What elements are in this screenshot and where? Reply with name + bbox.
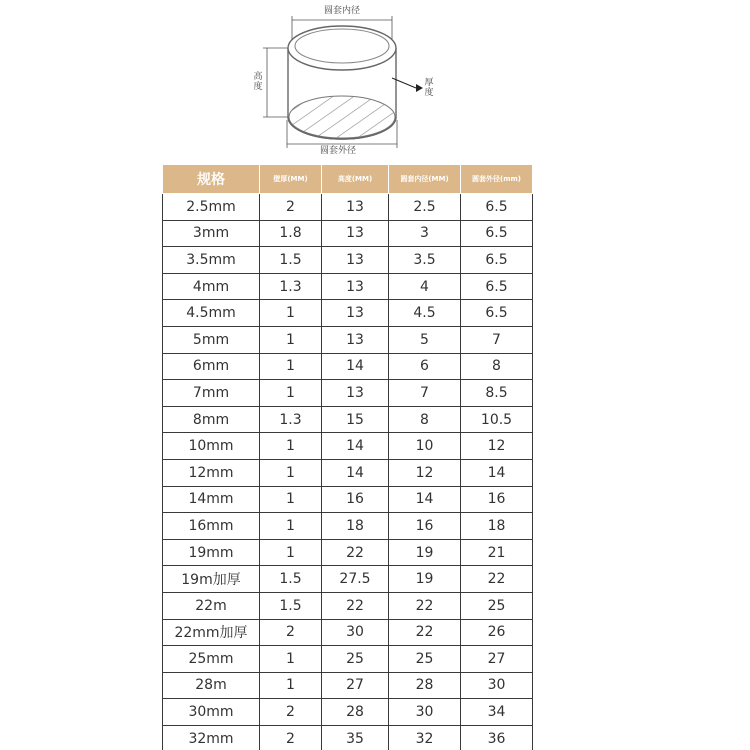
- cell-inner-diameter: 7: [389, 380, 461, 407]
- table-row: [163, 699, 533, 726]
- cell-inner-diameter: 22: [389, 592, 461, 619]
- table-body: [163, 194, 533, 750]
- cell-height: 28: [322, 699, 389, 726]
- cell-spec: 3mm: [163, 220, 260, 247]
- cell-spec: 16mm: [163, 513, 260, 540]
- cell-inner-diameter: 8: [389, 406, 461, 433]
- table-row: [163, 539, 533, 566]
- cell-height: 16: [322, 486, 389, 513]
- cell-wall-thickness: 2: [260, 725, 322, 750]
- cell-inner-diameter: 22: [389, 619, 461, 646]
- cell-spec: 7mm: [163, 380, 260, 407]
- cell-inner-diameter: 5: [389, 326, 461, 353]
- ring-dimension-diagram: [240, 0, 460, 160]
- cell-inner-diameter: 14: [389, 486, 461, 513]
- cell-height: 30: [322, 619, 389, 646]
- cell-height: 13: [322, 273, 389, 300]
- cell-wall-thickness: 1: [260, 539, 322, 566]
- cell-height: 35: [322, 725, 389, 750]
- cell-outer-diameter: 6.5: [461, 220, 533, 247]
- table-row: [163, 220, 533, 247]
- cell-spec: 4.5mm: [163, 300, 260, 327]
- cell-wall-thickness: 1.5: [260, 566, 322, 593]
- table-row: [163, 406, 533, 433]
- cell-spec: 25mm: [163, 646, 260, 673]
- height-label: 高度: [253, 72, 263, 92]
- header-wall-thickness: 壁厚(MM): [260, 165, 322, 194]
- cell-spec: 28m: [163, 672, 260, 699]
- cell-outer-diameter: 21: [461, 539, 533, 566]
- cell-spec: 22m: [163, 592, 260, 619]
- cell-wall-thickness: 2: [260, 619, 322, 646]
- cell-spec: 14mm: [163, 486, 260, 513]
- cell-inner-diameter: 12: [389, 459, 461, 486]
- cell-outer-diameter: 6.5: [461, 194, 533, 221]
- cell-wall-thickness: 1: [260, 646, 322, 673]
- cell-height: 22: [322, 592, 389, 619]
- cell-inner-diameter: 4: [389, 273, 461, 300]
- cell-inner-diameter: 16: [389, 513, 461, 540]
- cell-wall-thickness: 1: [260, 380, 322, 407]
- cell-outer-diameter: 26: [461, 619, 533, 646]
- table-row: [163, 300, 533, 327]
- cell-height: 18: [322, 513, 389, 540]
- outer-diameter-label: 圆套外径: [320, 146, 357, 156]
- cell-inner-diameter: 10: [389, 433, 461, 460]
- header-spec: 规格: [163, 165, 260, 194]
- table-row: [163, 646, 533, 673]
- cell-outer-diameter: 7: [461, 326, 533, 353]
- table-row: [163, 433, 533, 460]
- cell-inner-diameter: 19: [389, 539, 461, 566]
- cell-height: 13: [322, 300, 389, 327]
- cell-inner-diameter: 32: [389, 725, 461, 750]
- cell-outer-diameter: 10.5: [461, 406, 533, 433]
- table-row: [163, 247, 533, 274]
- cell-height: 27: [322, 672, 389, 699]
- cell-height: 27.5: [322, 566, 389, 593]
- cell-spec: 30mm: [163, 699, 260, 726]
- cell-height: 22: [322, 539, 389, 566]
- cell-spec: 10mm: [163, 433, 260, 460]
- cell-outer-diameter: 27: [461, 646, 533, 673]
- cell-spec: 4mm: [163, 273, 260, 300]
- thickness-label: 厚度: [424, 78, 434, 98]
- table-row: [163, 273, 533, 300]
- cell-inner-diameter: 2.5: [389, 194, 461, 221]
- cell-wall-thickness: 1: [260, 300, 322, 327]
- cell-spec: 12mm: [163, 459, 260, 486]
- cell-spec: 8mm: [163, 406, 260, 433]
- cell-outer-diameter: 36: [461, 725, 533, 750]
- cell-outer-diameter: 18: [461, 513, 533, 540]
- cell-inner-diameter: 30: [389, 699, 461, 726]
- table-row: [163, 353, 533, 380]
- cell-height: 14: [322, 433, 389, 460]
- cell-spec: 19m加厚: [163, 566, 260, 593]
- cell-outer-diameter: 8.5: [461, 380, 533, 407]
- cell-spec: 3.5mm: [163, 247, 260, 274]
- cell-wall-thickness: 1: [260, 433, 322, 460]
- cell-outer-diameter: 6.5: [461, 300, 533, 327]
- cell-outer-diameter: 14: [461, 459, 533, 486]
- table-header-row: [163, 165, 533, 194]
- spec-table: [162, 164, 533, 750]
- table-row: [163, 592, 533, 619]
- cell-height: 13: [322, 194, 389, 221]
- table-row: [163, 486, 533, 513]
- cell-inner-diameter: 3: [389, 220, 461, 247]
- inner-diameter-label: 圆套内径: [324, 6, 361, 16]
- cell-wall-thickness: 1: [260, 513, 322, 540]
- cell-wall-thickness: 1: [260, 353, 322, 380]
- cell-wall-thickness: 1.5: [260, 592, 322, 619]
- cell-wall-thickness: 1.3: [260, 273, 322, 300]
- cell-outer-diameter: 22: [461, 566, 533, 593]
- table-row: [163, 380, 533, 407]
- table-row: [163, 619, 533, 646]
- table-row: [163, 194, 533, 221]
- cell-wall-thickness: 2: [260, 194, 322, 221]
- cell-spec: 32mm: [163, 725, 260, 750]
- table-row: [163, 566, 533, 593]
- cell-outer-diameter: 8: [461, 353, 533, 380]
- cell-outer-diameter: 6.5: [461, 247, 533, 274]
- cell-wall-thickness: 1: [260, 672, 322, 699]
- header-inner-diameter: 圆套内径(MM): [389, 165, 461, 194]
- table-row: [163, 326, 533, 353]
- cell-inner-diameter: 4.5: [389, 300, 461, 327]
- cell-spec: 5mm: [163, 326, 260, 353]
- cell-height: 15: [322, 406, 389, 433]
- cell-height: 14: [322, 459, 389, 486]
- cell-wall-thickness: 1.8: [260, 220, 322, 247]
- cell-outer-diameter: 25: [461, 592, 533, 619]
- cell-outer-diameter: 12: [461, 433, 533, 460]
- cell-spec: 19mm: [163, 539, 260, 566]
- cell-height: 13: [322, 326, 389, 353]
- cell-inner-diameter: 3.5: [389, 247, 461, 274]
- cell-wall-thickness: 1: [260, 486, 322, 513]
- cell-height: 13: [322, 220, 389, 247]
- header-height: 高度(MM): [322, 165, 389, 194]
- cell-wall-thickness: 1.5: [260, 247, 322, 274]
- cell-height: 14: [322, 353, 389, 380]
- table-row: [163, 725, 533, 750]
- table-row: [163, 513, 533, 540]
- cell-spec: 6mm: [163, 353, 260, 380]
- cell-wall-thickness: 2: [260, 699, 322, 726]
- cell-inner-diameter: 25: [389, 646, 461, 673]
- cell-inner-diameter: 28: [389, 672, 461, 699]
- cell-spec: 22mm加厚: [163, 619, 260, 646]
- table-row: [163, 459, 533, 486]
- table-row: [163, 672, 533, 699]
- cell-outer-diameter: 34: [461, 699, 533, 726]
- cell-wall-thickness: 1: [260, 459, 322, 486]
- cell-spec: 2.5mm: [163, 194, 260, 221]
- cell-wall-thickness: 1: [260, 326, 322, 353]
- header-outer-diameter: 圆套外径(mm): [461, 165, 533, 194]
- cell-height: 13: [322, 247, 389, 274]
- cell-outer-diameter: 30: [461, 672, 533, 699]
- cell-inner-diameter: 19: [389, 566, 461, 593]
- cell-inner-diameter: 6: [389, 353, 461, 380]
- cell-wall-thickness: 1.3: [260, 406, 322, 433]
- cell-outer-diameter: 16: [461, 486, 533, 513]
- cell-height: 25: [322, 646, 389, 673]
- cell-outer-diameter: 6.5: [461, 273, 533, 300]
- cell-height: 13: [322, 380, 389, 407]
